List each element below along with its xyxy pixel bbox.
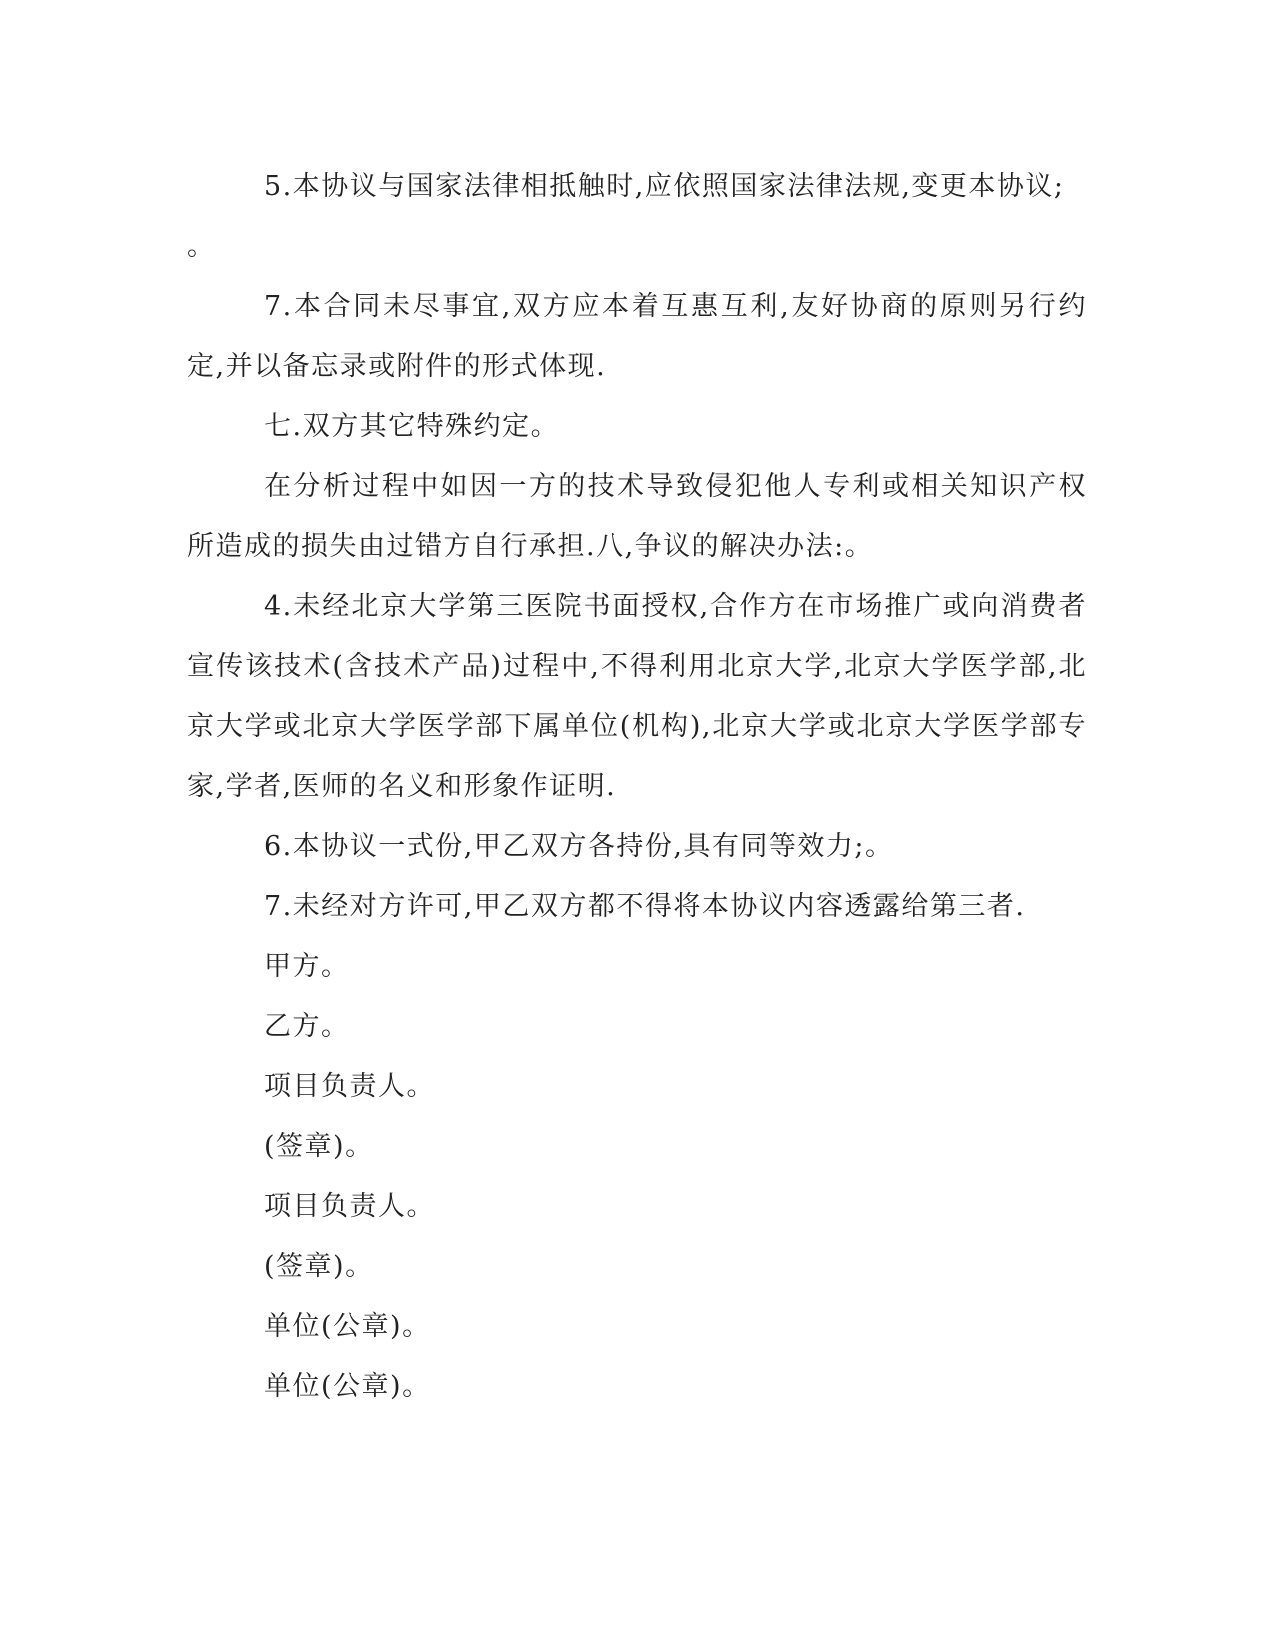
signature-label-b: (签章)。 — [264, 1251, 374, 1282]
signature-label-a: (签章)。 — [264, 1131, 374, 1162]
party-a-label: 甲方。 — [264, 951, 350, 982]
clause-7-unresolved-matters: 7.本合同未尽事宜,双方应本着互惠互利,友好协商的原则另行约定,并以备忘录或附件的形式体现. — [187, 291, 1087, 382]
unit-seal-label-b: 单位(公章)。 — [264, 1371, 431, 1402]
clause-4-authorization: 4.未经北京大学第三医院书面授权,合作方在市场推广或向消费者宣传该技术(含技术产品)过程中,不得利用北京大学,北京大学医学部,北京大学或北京大学医学部下属单位(机构),北京大学或北京大学医学部专家,学者,医师的名义和形象作证明. — [187, 591, 1087, 802]
party-b-label: 乙方。 — [264, 1011, 350, 1042]
clause-6-copies: 6.本协议一式份,甲乙双方各持份,具有同等效力;。 — [264, 831, 894, 862]
infringement-liability-paragraph: 在分析过程中如因一方的技术导致侵犯他人专利或相关知识产权所造成的损失由过错方自行承担.八,争议的解决办法:。 — [187, 471, 1087, 562]
unit-seal-label-a: 单位(公章)。 — [264, 1311, 431, 1342]
clause-5-law-conflict: 5.本协议与国家法律相抵触时,应依照国家法律法规,变更本协议; — [264, 171, 1065, 202]
project-lead-label-b: 项目负责人。 — [264, 1191, 435, 1222]
clause-7-confidentiality: 7.未经对方许可,甲乙双方都不得将本协议内容透露给第三者. — [264, 891, 1026, 922]
document-body — [187, 157, 1087, 1417]
section-7-special-agreements-heading: 七.双方其它特殊约定。 — [264, 411, 560, 442]
stray-period: 。 — [187, 231, 216, 262]
project-lead-label-a: 项目负责人。 — [264, 1071, 435, 1102]
